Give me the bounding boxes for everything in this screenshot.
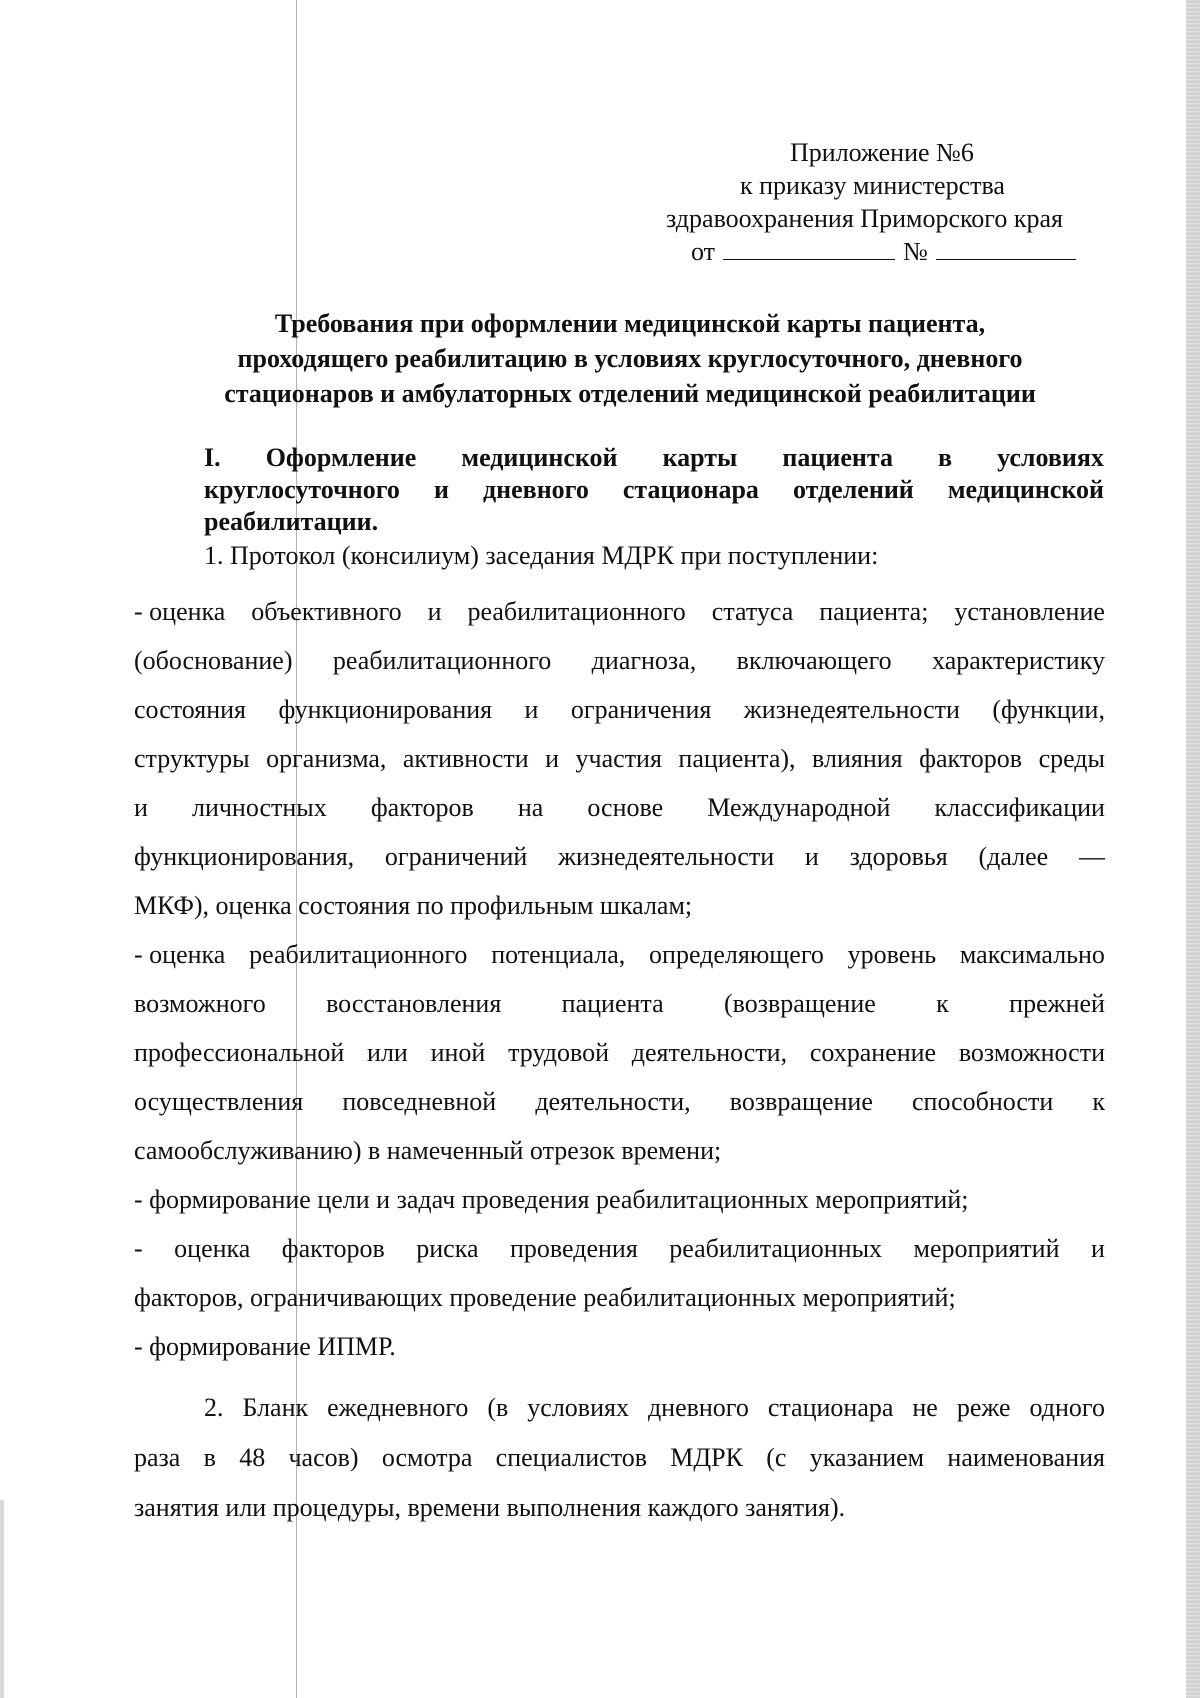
word: I.	[204, 443, 221, 472]
word: здоровья	[849, 842, 948, 871]
word: возможного	[134, 989, 266, 1018]
word: восстановления	[326, 989, 502, 1018]
word: медицинской	[461, 443, 618, 472]
word: диагноза,	[591, 646, 697, 675]
word: и	[427, 597, 442, 626]
word: (функции,	[992, 695, 1105, 724]
word: Бланк	[242, 1393, 309, 1422]
word: (обоснование)	[134, 646, 293, 675]
word: к	[1092, 1087, 1105, 1116]
word: реабилитационного	[249, 940, 468, 969]
word: характеристику	[932, 646, 1105, 675]
word: -	[134, 1234, 143, 1263]
word: часов)	[288, 1443, 359, 1472]
number-sign: №	[903, 237, 928, 266]
word: пациента;	[819, 597, 929, 626]
word: и	[524, 695, 539, 724]
word: и	[804, 842, 819, 871]
word: и	[1091, 1234, 1105, 1263]
word: дневного	[482, 475, 589, 504]
word: иной	[430, 1038, 486, 1067]
word: возможности	[958, 1038, 1105, 1067]
word: реабилитационного	[467, 597, 686, 626]
word: стационара	[622, 475, 759, 504]
paragraph-line	[134, 979, 1105, 1028]
number-blank	[936, 237, 1076, 260]
section-heading-line: реабилитации.	[204, 507, 379, 536]
word: определяющего	[649, 940, 824, 969]
word: жизнедеятельности	[558, 842, 775, 871]
paragraph-line: самообслуживанию) в намеченный отрезок времени;	[134, 1136, 722, 1165]
title-line-2: проходящего реабилитацию в условиях круглосуточного, дневного	[237, 344, 1023, 373]
appendix-number: Приложение №6	[790, 138, 974, 167]
paragraph-line	[134, 587, 1105, 636]
word: состояния	[134, 695, 246, 724]
word: и	[545, 744, 560, 773]
word: в	[203, 1443, 216, 1472]
word: максимально	[959, 940, 1105, 969]
date-prefix: от	[691, 237, 716, 266]
word: осмотра	[381, 1443, 473, 1472]
appendix-header	[640, 136, 1130, 268]
word: ограничения	[570, 695, 712, 724]
word: 2.	[204, 1393, 224, 1422]
word: - оценка	[134, 940, 226, 969]
word: жизнедеятельности	[743, 695, 960, 724]
item-1-text: 1. Протокол (консилиум) заседания МДРК при поступлении:	[204, 541, 879, 570]
word: и	[433, 475, 449, 504]
word: Оформление	[265, 443, 417, 472]
word: (с	[766, 1443, 787, 1472]
word: условиях	[527, 1393, 629, 1422]
word: факторов	[370, 793, 474, 822]
word: МДРК	[670, 1443, 743, 1472]
word: осуществления	[134, 1087, 304, 1116]
word: пациента	[561, 989, 664, 1018]
word: карты	[662, 443, 738, 472]
item-1-lead	[134, 540, 1105, 572]
word: повседневной	[342, 1087, 497, 1116]
title-line-1: Требования при оформлении медицинской карты пациента,	[274, 309, 986, 338]
title-line-3: стационаров и амбулаторных отделений медицинской реабилитации	[224, 379, 1036, 408]
paragraph-line	[134, 832, 1105, 881]
word: пациента),	[678, 744, 796, 773]
word: деятельности,	[535, 1087, 691, 1116]
scan-edge-left	[0, 1500, 4, 1698]
paragraph-line	[134, 1028, 1105, 1077]
word: объективного	[251, 597, 402, 626]
appendix-order-ref: к приказу министерства	[740, 171, 1005, 200]
word: факторов	[919, 744, 1023, 773]
paragraph-line	[134, 734, 1105, 783]
word: специалистов	[495, 1443, 647, 1472]
protocol-list	[134, 587, 1105, 1371]
word: мероприятий	[913, 1234, 1060, 1263]
word: медицинской	[947, 475, 1104, 504]
word: стационара	[767, 1393, 894, 1422]
word: 48	[239, 1443, 266, 1472]
word: участия	[575, 744, 662, 773]
word: риска	[416, 1234, 479, 1263]
word: реабилитационных	[669, 1234, 883, 1263]
word: круглосуточного	[204, 475, 400, 504]
word: не	[912, 1393, 938, 1422]
word: факторов	[281, 1234, 385, 1263]
word: возвращение	[729, 1087, 873, 1116]
word: Международной	[707, 793, 891, 822]
word: деятельности,	[631, 1038, 788, 1067]
paragraph-line	[134, 783, 1105, 832]
paragraph-line	[134, 1077, 1105, 1126]
date-blank	[723, 237, 895, 260]
word: условиях	[997, 443, 1104, 472]
paragraph-line	[134, 636, 1105, 685]
word: включающего	[736, 646, 892, 675]
section-heading-line	[204, 442, 1104, 474]
word: на	[517, 793, 544, 822]
word: в	[938, 443, 953, 472]
word: отделений	[792, 475, 914, 504]
paragraph-line	[134, 1433, 1105, 1483]
word: профессиональной	[134, 1038, 345, 1067]
appendix-ministry: здравоохранения Приморского края	[666, 204, 1063, 233]
word: реже	[956, 1393, 1011, 1422]
word: активности	[402, 744, 529, 773]
word: —	[1078, 842, 1105, 871]
word: установление	[954, 597, 1105, 626]
word: или	[367, 1038, 408, 1067]
word: основе	[587, 793, 664, 822]
word: организма,	[266, 744, 387, 773]
word: ежедневного	[327, 1393, 469, 1422]
word: сохранение	[809, 1038, 937, 1067]
paragraph-line: МКФ), оценка состояния по профильным шкалам;	[134, 891, 693, 920]
paragraph-line	[134, 930, 1105, 979]
paragraph-line: - формирование ИПМР.	[134, 1332, 396, 1361]
paragraph-line	[134, 1224, 1105, 1273]
word: - оценка	[134, 597, 226, 626]
paragraph-line	[134, 1383, 1105, 1433]
word: и	[134, 793, 148, 822]
word: пациента	[782, 443, 893, 472]
word: личностных	[191, 793, 327, 822]
document-title	[150, 306, 1110, 411]
word: статуса	[711, 597, 794, 626]
word: к	[936, 989, 949, 1018]
word: функционирования	[278, 695, 493, 724]
word: функционирования,	[134, 842, 355, 871]
word: среды	[1038, 744, 1105, 773]
word: наименования	[947, 1443, 1105, 1472]
word: раза	[134, 1443, 181, 1472]
word: ограничений	[384, 842, 528, 871]
word: одного	[1029, 1393, 1105, 1422]
paragraph-line: занятия или процедуры, времени выполнения каждого занятия).	[134, 1493, 846, 1522]
word: дневного	[647, 1393, 749, 1422]
section-heading-line	[204, 474, 1104, 506]
word: структуры	[134, 744, 250, 773]
word: классификации	[934, 793, 1105, 822]
word: трудовой	[508, 1038, 610, 1067]
item-2-paragraph	[134, 1383, 1105, 1533]
word: реабилитационного	[332, 646, 552, 675]
word: указанием	[809, 1443, 925, 1472]
section-1-heading	[204, 442, 1104, 538]
word: прежней	[1009, 989, 1105, 1018]
word: (в	[487, 1393, 509, 1422]
word: оценка	[174, 1234, 251, 1263]
word: (возвращение	[724, 989, 876, 1018]
word: способности	[912, 1087, 1054, 1116]
word: влияния	[812, 744, 903, 773]
paragraph-line	[134, 685, 1105, 734]
word: проведения	[509, 1234, 638, 1263]
paragraph-line: факторов, ограничивающих проведение реабилитационных мероприятий;	[134, 1283, 956, 1312]
paragraph-line: - формирование цели и задач проведения реабилитационных мероприятий;	[134, 1185, 969, 1214]
word: потенциала,	[491, 940, 626, 969]
word: (далее	[978, 842, 1049, 871]
appendix-date-number-line	[640, 235, 1130, 268]
scan-edge-right	[1186, 0, 1200, 1698]
word: уровень	[847, 940, 937, 969]
